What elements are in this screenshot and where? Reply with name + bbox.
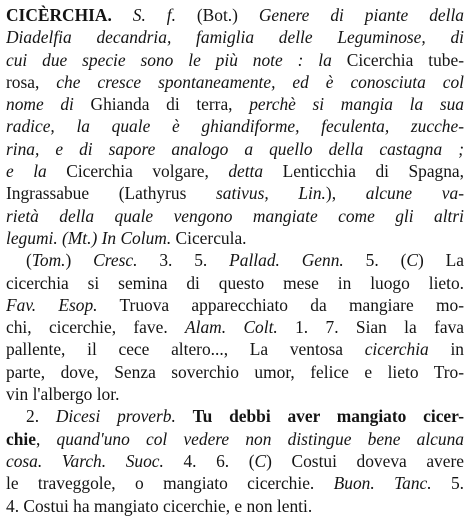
text-segment: Cicerchia tube-: [331, 49, 464, 70]
text-segment: parte, dove, Senza soverchio umor, felice e lieto Tro-: [6, 361, 464, 382]
text-line: [6, 294, 464, 316]
text-segment: Cicercula.: [171, 227, 247, 248]
text-segment: 4. 6. (: [163, 450, 255, 471]
text-line: [6, 115, 464, 137]
text-segment: 4. Costui ha mangiato cicerchie, e non lenti.: [6, 495, 313, 516]
text-segment: ,: [35, 428, 57, 449]
text-segment: 1. 7. Sian la fava: [277, 317, 464, 338]
text-segment: rosa,: [6, 71, 57, 92]
text-segment: legumi. (Mt.) In Colum.: [6, 227, 172, 248]
text-segment: Pallad. Genn.: [229, 250, 344, 271]
text-segment: quand'uno col vedere non distingue bene alcuna: [56, 428, 464, 449]
text-segment: nome di: [6, 94, 74, 115]
text-line: [6, 472, 464, 494]
text-line: [6, 383, 464, 405]
text-segment: Ingrassabue (Lathyrus: [6, 183, 217, 204]
text-segment: Genere di piante della: [258, 5, 464, 25]
text-segment: 2.: [26, 406, 56, 427]
text-segment: pallente, il cece altero..., La ventosa: [6, 339, 365, 360]
text-line: [6, 316, 464, 338]
text-segment: S.: [132, 5, 146, 25]
text-line: [6, 205, 464, 227]
text-segment: [176, 406, 193, 426]
text-segment: cui due specie sono le più note : la: [6, 49, 332, 70]
text-line: [6, 428, 464, 450]
text-segment: ): [65, 250, 94, 271]
text-line: [6, 450, 464, 472]
text-segment: radice, la quale è ghiandiforme, feculenta, zucche-: [6, 116, 464, 137]
text-segment: CICÈRCHIA.: [6, 5, 112, 25]
text-segment: sativus, Lin.: [216, 183, 326, 204]
text-segment: perchè si mangia la sua: [249, 94, 464, 115]
text-line: [6, 249, 464, 271]
text-segment: chi, cicerchie, fave.: [6, 317, 186, 338]
text-segment: che cresce spontaneamente, ed è conosciuta col: [56, 71, 464, 92]
text-line: [6, 405, 464, 427]
text-line: [6, 71, 464, 93]
text-segment: chie: [6, 428, 36, 449]
text-segment: cosa. Varch. Suoc.: [6, 450, 164, 471]
text-segment: [112, 5, 133, 25]
text-segment: in: [428, 339, 464, 360]
text-line: [6, 361, 464, 383]
text-segment: Cicerchia volgare,: [46, 161, 229, 182]
text-segment: C: [406, 250, 418, 271]
text-line: [6, 138, 464, 160]
text-segment: 5.: [431, 473, 464, 494]
text-line: [6, 495, 464, 517]
text-segment: ) Costui doveva avere: [266, 450, 464, 471]
text-segment: Tu debbi aver mangiato cicer-: [192, 406, 464, 427]
text-segment: alcune va-: [365, 183, 464, 204]
text-segment: Lenticchia di Spagna,: [263, 161, 464, 182]
text-segment: Diadelfia decandria, famiglia delle Leguminose, di: [6, 27, 464, 48]
text-segment: Dicesi proverb.: [55, 406, 176, 427]
text-segment: detta: [228, 161, 264, 182]
text-segment: Cresc.: [93, 250, 138, 271]
text-line: [6, 338, 464, 360]
text-line: [6, 227, 464, 249]
text-segment: Buon. Tanc.: [333, 473, 432, 494]
text-segment: [146, 5, 167, 25]
text-segment: vin l'albergo lor.: [6, 384, 120, 405]
text-segment: 5. (: [343, 250, 407, 271]
text-segment: Tom.: [31, 250, 66, 271]
text-line: [6, 49, 464, 71]
text-segment: (Bot.): [175, 5, 259, 25]
text-segment: rietà della quale vengono mangiate come gli altri: [6, 205, 464, 226]
text-segment: 3. 5.: [137, 250, 230, 271]
text-segment: ),: [325, 183, 366, 204]
text-segment: rina, e di sapore analogo a quello della castagna ;: [6, 138, 464, 159]
text-segment: Truova apparecchiato da mangiare mo-: [97, 294, 464, 315]
text-segment: (: [26, 250, 32, 271]
text-line: [6, 160, 464, 182]
text-line: [6, 26, 464, 48]
text-segment: f.: [166, 5, 176, 25]
text-segment: Ghianda di terra,: [73, 94, 250, 115]
text-segment: ) La: [417, 250, 464, 271]
text-segment: Alam. Colt.: [185, 317, 278, 338]
text-segment: C: [254, 450, 267, 471]
dictionary-entry: [6, 4, 464, 517]
text-line: [6, 182, 464, 204]
text-segment: e la: [6, 161, 47, 182]
text-segment: le traveggole, o mangiato cicerchie.: [6, 473, 334, 494]
text-segment: cicerchia si semina di questo mese in luogo lieto.: [6, 272, 464, 293]
text-segment: cicerchia: [364, 339, 429, 360]
text-line: [6, 272, 464, 294]
text-line: [6, 4, 464, 26]
text-segment: Fav. Esop.: [6, 294, 98, 315]
text-line: [6, 93, 464, 115]
